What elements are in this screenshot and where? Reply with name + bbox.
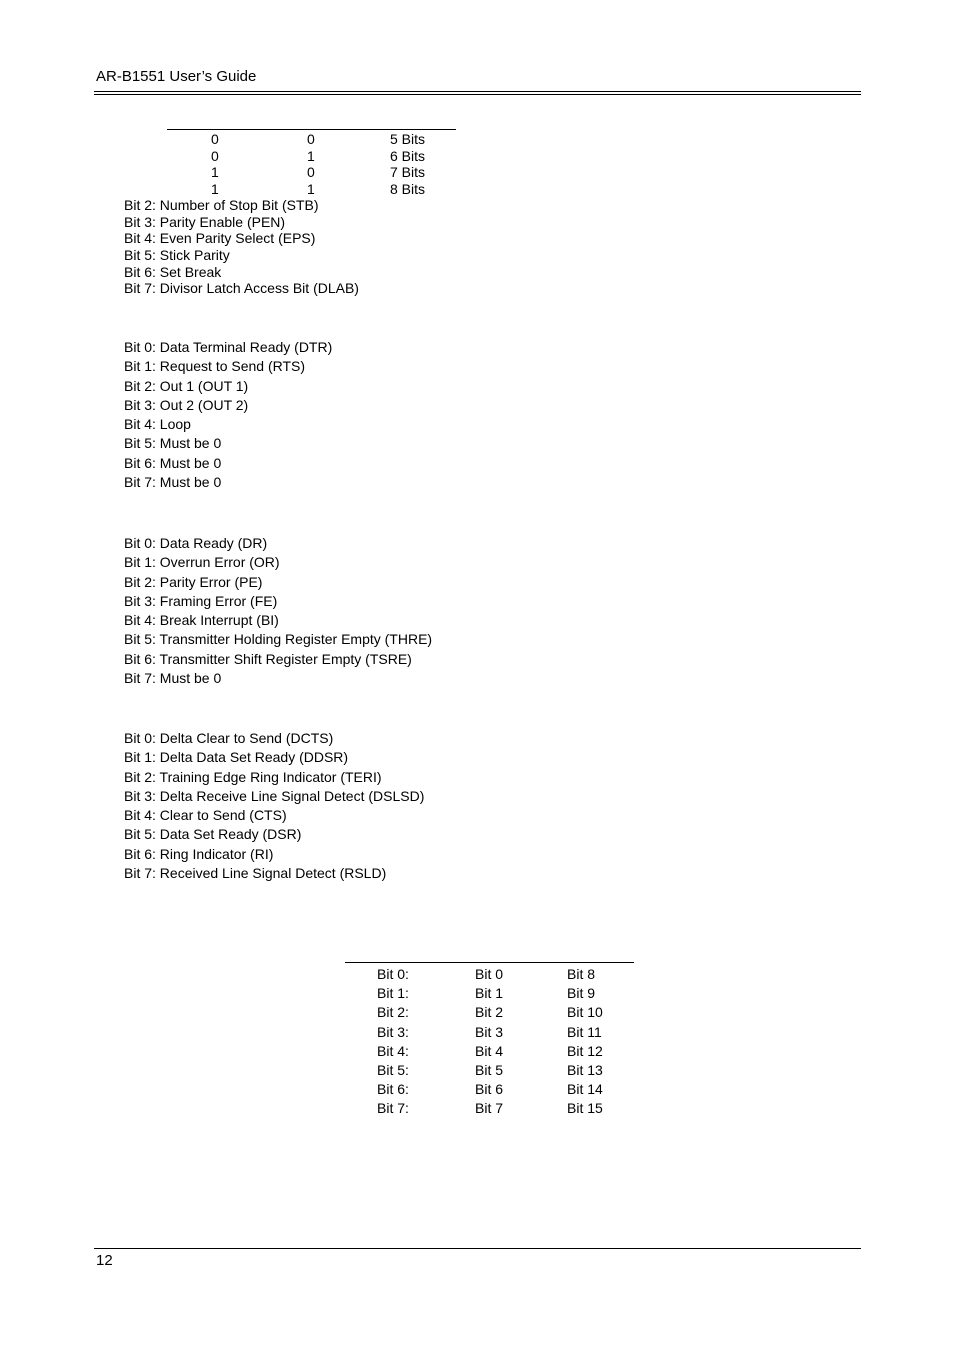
table-cell: Bit 6:: [377, 1081, 409, 1098]
document-title: AR-B1551 User’s Guide: [96, 68, 257, 85]
footer-rule: [94, 1248, 861, 1249]
table-cell: Bit 7:: [377, 1100, 409, 1117]
table-cell: 0: [211, 147, 219, 164]
table-cell: Bit 11: [567, 1023, 602, 1040]
list-item: Bit 1: Overrun Error (OR): [124, 554, 280, 571]
list-item: Bit 5: Stick Parity: [124, 247, 230, 264]
list-item: Bit 3: Framing Error (FE): [124, 592, 278, 609]
list-item: Bit 2: Training Edge Ring Indicator (TERI): [124, 768, 382, 785]
table-row: [345, 1097, 634, 1116]
list-item: Bit 6: Ring Indicator (RI): [124, 845, 274, 862]
list-item: Bit 3: Parity Enable (PEN): [124, 213, 286, 230]
list-item: Bit 0: Delta Clear to Send (DCTS): [124, 730, 334, 746]
page-number: 12: [96, 1252, 113, 1269]
table-row: [345, 982, 634, 1001]
word-length-table: [167, 129, 456, 197]
list-item: Bit 3: Delta Receive Line Signal Detect (DSLSD): [124, 787, 425, 804]
table-cell: 0: [307, 131, 315, 147]
list-item: Bit 5: Must be 0: [124, 435, 222, 452]
line-status-bit-list: [124, 534, 432, 688]
table-cell: 7 Bits: [390, 164, 426, 181]
table-cell: Bit 10: [567, 1004, 603, 1021]
table-row: [167, 163, 456, 180]
list-item: Bit 4: Loop: [124, 416, 191, 433]
table-row: [345, 1001, 634, 1020]
list-item: Bit 1: Delta Data Set Ready (DDSR): [124, 749, 349, 766]
list-item: Bit 2: Number of Stop Bit (STB): [124, 197, 319, 213]
table-cell: Bit 15: [567, 1100, 603, 1117]
table-cell: Bit 7: [475, 1100, 504, 1117]
table-row: [345, 963, 634, 982]
list-item: Bit 5: Transmitter Holding Register Empty (THRE): [124, 631, 433, 648]
table-cell: Bit 3: [475, 1023, 504, 1040]
list-item: Bit 4: Break Interrupt (BI): [124, 612, 279, 629]
list-item: Bit 0: Data Ready (DR): [124, 535, 268, 551]
table-row: [167, 130, 456, 147]
table-cell: Bit 3:: [377, 1023, 409, 1040]
table-cell: Bit 14: [567, 1081, 603, 1098]
modem-control-bit-list: [124, 338, 332, 492]
table-cell: Bit 9: [567, 985, 596, 1002]
table-cell: Bit 12: [567, 1042, 603, 1059]
table-row: [167, 180, 456, 197]
table-row: [345, 1040, 634, 1059]
modem-status-bit-list: [124, 729, 424, 883]
list-item: Bit 3: Out 2 (OUT 2): [124, 396, 249, 413]
list-item: Bit 6: Transmitter Shift Register Empty (TSRE): [124, 650, 412, 667]
table-cell: 0: [307, 164, 315, 181]
table-row: [345, 1059, 634, 1078]
table-cell: Bit 4: [475, 1042, 504, 1059]
table-row: [345, 1021, 634, 1040]
list-item: Bit 1: Request to Send (RTS): [124, 358, 306, 375]
table-cell: Bit 13: [567, 1061, 603, 1078]
list-item: Bit 7: Divisor Latch Access Bit (DLAB): [124, 280, 359, 297]
table-cell: 1: [211, 164, 219, 181]
table-cell: Bit 6: [475, 1081, 504, 1098]
list-item: Bit 6: Set Break: [124, 263, 222, 280]
table-cell: 0: [211, 131, 219, 147]
header-rule-bottom: [94, 94, 861, 95]
list-item: Bit 4: Even Parity Select (EPS): [124, 230, 316, 247]
table-cell: 1: [211, 181, 219, 198]
table-cell: Bit 0:: [377, 966, 409, 982]
table-cell: Bit 1: [475, 985, 504, 1002]
table-cell: Bit 8: [567, 966, 596, 982]
table-cell: 1: [307, 147, 315, 164]
table-cell: Bit 0: [475, 966, 504, 982]
list-item: Bit 7: Received Line Signal Detect (RSLD): [124, 865, 387, 882]
table-cell: Bit 4:: [377, 1042, 409, 1059]
list-item: Bit 7: Must be 0: [124, 670, 222, 687]
table-cell: Bit 5:: [377, 1061, 409, 1078]
table-cell: 1: [307, 181, 315, 198]
header-rule-top: [94, 91, 861, 92]
table-cell: Bit 5: [475, 1061, 504, 1078]
list-item: Bit 0: Data Terminal Ready (DTR): [124, 339, 333, 355]
table-row: [345, 1078, 634, 1097]
table-cell: 8 Bits: [390, 181, 426, 198]
line-control-bit-list: [124, 197, 359, 297]
list-item: Bit 2: Out 1 (OUT 1): [124, 377, 249, 394]
divisor-latch-table: [345, 962, 634, 1117]
list-item: Bit 6: Must be 0: [124, 454, 222, 471]
list-item: Bit 5: Data Set Ready (DSR): [124, 826, 302, 843]
list-item: Bit 2: Parity Error (PE): [124, 573, 263, 590]
table-cell: Bit 2:: [377, 1004, 409, 1021]
table-cell: Bit 2: [475, 1004, 504, 1021]
table-cell: 5 Bits: [390, 131, 426, 147]
table-row: [167, 147, 456, 164]
table-cell: Bit 1:: [377, 985, 409, 1002]
list-item: Bit 7: Must be 0: [124, 474, 222, 491]
table-cell: 6 Bits: [390, 147, 426, 164]
list-item: Bit 4: Clear to Send (CTS): [124, 807, 287, 824]
